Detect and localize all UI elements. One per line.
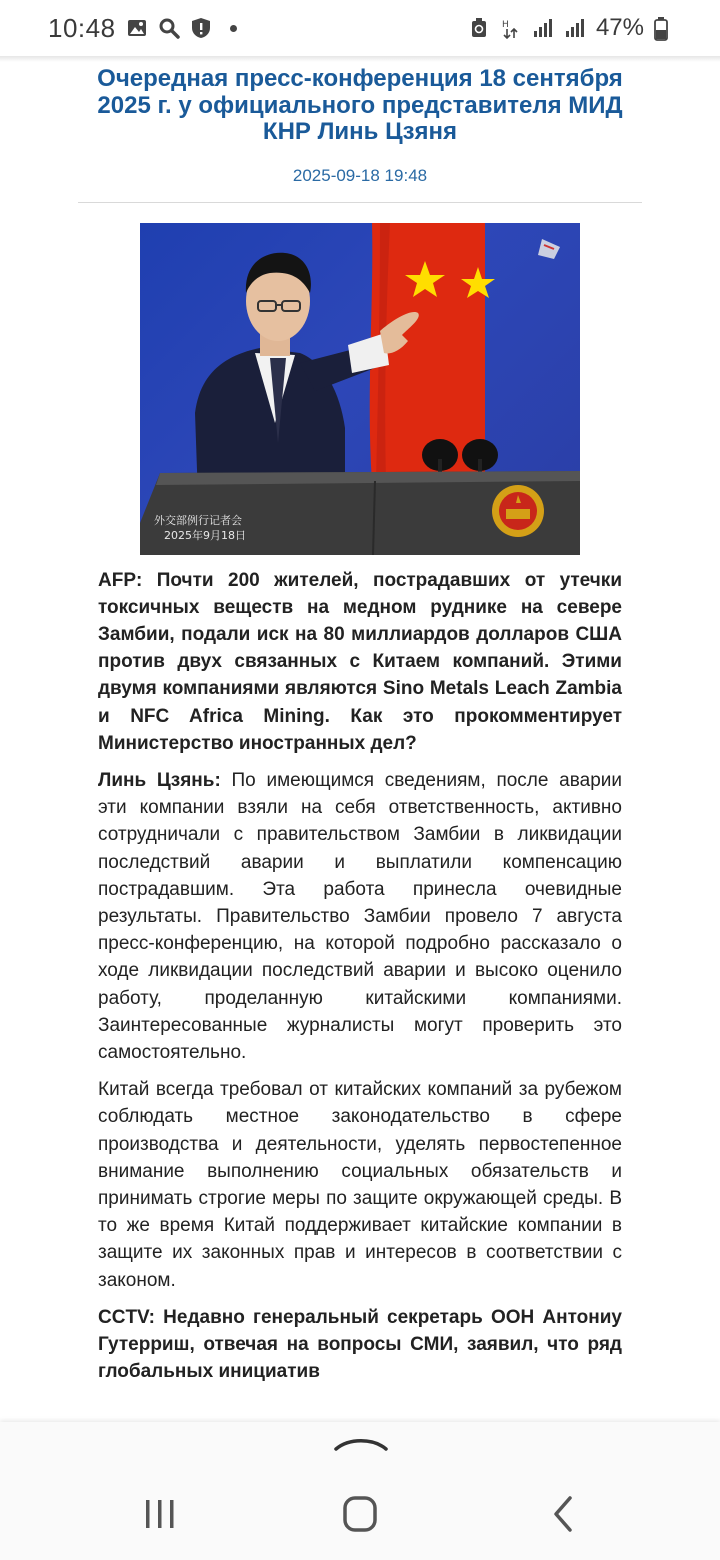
battery-percent: 47% (595, 14, 644, 41)
photo-illustration (140, 223, 580, 555)
recycle-icon (468, 17, 490, 39)
question-paragraph (98, 567, 622, 757)
svg-text:H: H (501, 20, 509, 30)
notification-dot (230, 25, 237, 32)
paragraph-text: По имеющимся сведениям, после аварии эти компании взяли на себя ответственность, активно сотрудничали с правительством Замбии в ликвидации последствий аварии и выплатили компенсацию пострадавшим. Эта работа принесла очевидные результаты. Правительство Замбии провело 7 августа пресс-конференцию, на которой подробно рассказало о ходе ликвидации последствий аварии и высоко оценило работу, проделанную китайскими компаниями. Заинтересованные журналисты могут проверить это самостоятельно. (98, 769, 622, 1063)
status-time: 10:48 (48, 12, 116, 43)
photo-caption-line1: 外交部例行记者会 (154, 513, 242, 527)
image-icon (126, 17, 148, 39)
photo-caption-line2: 2025年9月18日 (164, 528, 246, 542)
signal-icon-2 (564, 17, 586, 39)
answer-paragraph (98, 767, 622, 1066)
battery-icon (654, 17, 676, 39)
article (0, 62, 720, 1395)
signal-icon (532, 17, 554, 39)
data-arrows-icon (500, 17, 522, 39)
divider (78, 202, 642, 203)
recent-apps-icon[interactable] (140, 1492, 180, 1536)
photo-caption (154, 513, 246, 543)
article-photo[interactable] (140, 223, 580, 555)
paragraph-text: Китай всегда требовал от китайских компаний за рубежом соблюдать местное законодательство в сфере производства и деятельности, уделять первостепенное внимание выполнению социальных обязательств и принимать строгие меры по защите окружающей среды. В то же время Китай поддерживает китайские компании в защите их законных прав и интересов в соответствии с законом. (98, 1079, 622, 1291)
chevron-up-icon[interactable] (334, 1432, 388, 1452)
status-bar (0, 0, 720, 56)
back-icon[interactable] (544, 1492, 584, 1536)
bottom-navigation-area (0, 1422, 720, 1560)
status-left (48, 13, 237, 44)
paragraph-text: AFP: Почти 200 жителей, пострадавших от утечки токсичных веществ на медном руднике на севере Замбии, подали иск на 80 миллиардов долларов США против двух связанных с Китаем компаний. Этими двумя компаниями являются Sino Metals Leach Zambia и NFC Africa Mining. Как это прокомментирует Министерство иностранных дел? (98, 569, 622, 754)
shield-alert-icon (190, 17, 212, 39)
system-nav-bar (0, 1492, 720, 1542)
article-date: 2025-09-18 19:48 (292, 165, 428, 185)
speaker-label: Линь Цзянь: (98, 769, 221, 791)
search-icon (158, 17, 180, 39)
status-right (468, 14, 676, 42)
article-body (98, 567, 622, 1386)
home-icon[interactable] (340, 1492, 380, 1536)
answer-paragraph (98, 1076, 622, 1294)
paragraph-text: CCTV: Недавно генеральный секретарь ООН Антониу Гутерриш, отвечая на вопросы СМИ, заявил, что ряд глобальных инициатив (98, 1306, 622, 1383)
question-paragraph (98, 1304, 622, 1386)
article-title: Очередная пресс-конференция 18 сентября 2025 г. у официального представителя МИД КНР Линь Цзяня (97, 65, 623, 145)
